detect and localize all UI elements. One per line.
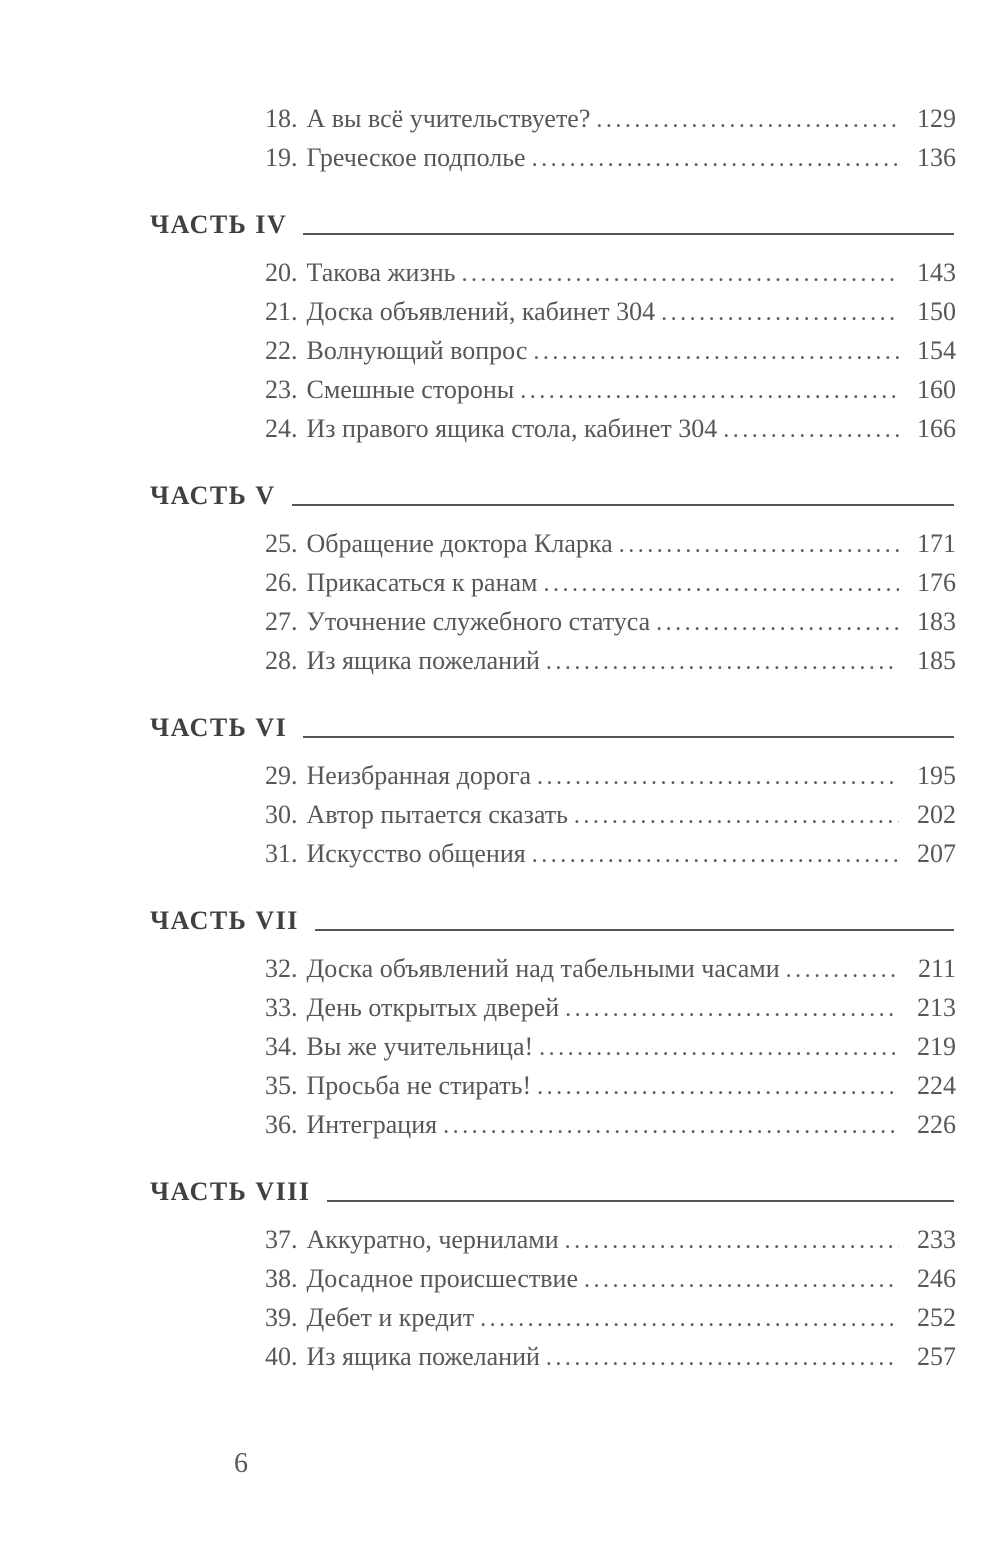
toc-entry [150, 835, 956, 874]
toc-entry [150, 371, 956, 410]
section-header [150, 711, 956, 745]
toc-entry-number: 38. [265, 1264, 298, 1293]
toc-entry-page: 154 [917, 336, 956, 365]
toc-entry-title: Доска объявлений, кабинет 304 [306, 297, 656, 326]
dot-leader [537, 757, 899, 796]
toc-entry [150, 950, 956, 989]
toc-entry [150, 1260, 956, 1299]
toc-entry-page: 185 [917, 646, 956, 675]
toc-entry-page: 257 [917, 1342, 956, 1371]
dot-leader [546, 1338, 899, 1377]
toc-entry [150, 757, 956, 796]
section-rule-line [327, 1200, 954, 1202]
toc-entry [150, 1028, 956, 1067]
toc-entry [150, 642, 956, 681]
toc-entry-title: Интеграция [306, 1110, 438, 1139]
toc-entry-page: 143 [917, 258, 956, 287]
toc-entry [150, 254, 956, 293]
toc-entry-number: 36. [265, 1110, 298, 1139]
toc-entry-number: 37. [265, 1225, 298, 1254]
toc-entry [150, 525, 956, 564]
section-title: ЧАСТЬ VIII [150, 1177, 311, 1206]
toc-entry-title: Досадное происшествие [306, 1264, 578, 1293]
toc-section [150, 711, 956, 874]
toc-entry-page: 176 [917, 568, 956, 597]
toc-entry-number: 28. [265, 646, 298, 675]
toc-entry-page: 202 [917, 800, 956, 829]
toc-entry [150, 332, 956, 371]
toc-entry-title: Уточнение служебного статуса [306, 607, 651, 636]
toc-entry-title: Из ящика пожеланий [306, 646, 540, 675]
toc-entry [150, 1299, 956, 1338]
dot-leader [480, 1299, 899, 1338]
section-rule-line [303, 233, 954, 235]
dot-leader [546, 642, 899, 681]
section-header [150, 208, 956, 242]
section-rule-line [292, 504, 954, 506]
toc-entry-title: День открытых дверей [306, 993, 560, 1022]
toc-entry-page: 150 [917, 297, 956, 326]
toc-entry-page: 195 [917, 761, 956, 790]
toc-entry-page: 171 [917, 529, 956, 558]
toc-entry-title: А вы всё учительствуете? [306, 104, 591, 133]
toc-entry-title: Прикасаться к ранам [306, 568, 538, 597]
toc-entry-number: 35. [265, 1071, 298, 1100]
toc-section [150, 479, 956, 681]
toc-entry-page: 213 [917, 993, 956, 1022]
dot-leader [537, 1067, 899, 1106]
toc-entry [150, 410, 956, 449]
toc-entry-page: 219 [917, 1032, 956, 1061]
toc-entry-number: 21. [265, 297, 298, 326]
toc-entry-title: Автор пытается сказать [306, 800, 568, 829]
toc-entry-page: 166 [917, 414, 956, 443]
toc-entry-title: Из правого ящика стола, кабинет 304 [306, 414, 718, 443]
dot-leader [532, 835, 899, 874]
section-header [150, 904, 956, 938]
toc-entry-page: 246 [917, 1264, 956, 1293]
dot-leader [574, 796, 899, 835]
dot-leader [584, 1260, 899, 1299]
section-header [150, 1175, 956, 1209]
toc-entry-title: Аккуратно, чернилами [306, 1225, 559, 1254]
toc-entry-number: 18. [265, 104, 298, 133]
dot-leader [544, 564, 900, 603]
section-title: ЧАСТЬ VI [150, 713, 288, 742]
toc-entry [150, 1221, 956, 1260]
dot-leader [520, 371, 899, 410]
toc-section [150, 208, 956, 449]
toc-entry-page: 252 [917, 1303, 956, 1332]
toc-entry [150, 989, 956, 1028]
dot-leader [661, 293, 899, 332]
toc-entry [150, 1338, 956, 1377]
dot-leader [619, 525, 899, 564]
dot-leader [565, 989, 899, 1028]
toc-entry-number: 27. [265, 607, 298, 636]
toc-entry-title: Вы же учительница! [306, 1032, 534, 1061]
toc-entry-title: Греческое подполье [306, 143, 526, 172]
dot-leader [723, 410, 899, 449]
toc-entry-number: 24. [265, 414, 298, 443]
toc-entry-number: 30. [265, 800, 298, 829]
toc-entry-title: Волнующий вопрос [306, 336, 528, 365]
toc-entry-number: 26. [265, 568, 298, 597]
page-number: 6 [234, 1448, 248, 1479]
toc-entry-page: 211 [917, 954, 956, 983]
toc-entry-page: 207 [917, 839, 956, 868]
toc-entry-page: 224 [917, 1071, 956, 1100]
toc-entry-number: 23. [265, 375, 298, 404]
toc-entry-page: 233 [917, 1225, 956, 1254]
toc-entry-number: 39. [265, 1303, 298, 1332]
dot-leader [786, 950, 899, 989]
toc-entry-number: 20. [265, 258, 298, 287]
toc-entry-number: 32. [265, 954, 298, 983]
section-rule-line [303, 736, 954, 738]
toc-entry-page: 160 [917, 375, 956, 404]
toc-entry-number: 34. [265, 1032, 298, 1061]
toc-entry [150, 100, 956, 139]
toc-entry-number: 22. [265, 336, 298, 365]
toc-entry [150, 1106, 956, 1145]
toc-entry-number: 29. [265, 761, 298, 790]
toc-entry-number: 19. [265, 143, 298, 172]
section-header [150, 479, 956, 513]
toc-section [150, 904, 956, 1145]
toc-entry [150, 564, 956, 603]
dot-leader [539, 1028, 899, 1067]
section-rule-line [315, 929, 954, 931]
toc-entry-page: 183 [917, 607, 956, 636]
dot-leader [443, 1106, 899, 1145]
dot-leader [656, 603, 899, 642]
toc-entry [150, 1067, 956, 1106]
toc-entry-title: Неизбранная дорога [306, 761, 532, 790]
dot-leader [461, 254, 899, 293]
section-title: ЧАСТЬ IV [150, 210, 288, 239]
dot-leader [533, 332, 899, 371]
toc-entry [150, 796, 956, 835]
toc-entry-title: Искусство общения [306, 839, 526, 868]
toc-entry [150, 139, 956, 178]
dot-leader [565, 1221, 899, 1260]
toc-entry-number: 33. [265, 993, 298, 1022]
section-title: ЧАСТЬ V [150, 481, 276, 510]
toc-entry [150, 293, 956, 332]
toc-entry [150, 603, 956, 642]
toc-entry-number: 31. [265, 839, 298, 868]
section-title: ЧАСТЬ VII [150, 906, 299, 935]
toc-entry-title: Доска объявлений над табельными часами [306, 954, 780, 983]
toc-entry-title: Дебет и кредит [306, 1303, 475, 1332]
toc-entry-title: Просьба не стирать! [306, 1071, 532, 1100]
toc-entry-page: 136 [917, 143, 956, 172]
toc-entry-number: 25. [265, 529, 298, 558]
toc-entry-title: Такова жизнь [306, 258, 456, 287]
toc-section [150, 100, 956, 178]
toc-entry-page: 226 [917, 1110, 956, 1139]
toc-entry-page: 129 [917, 104, 956, 133]
toc-entry-title: Из ящика пожеланий [306, 1342, 540, 1371]
toc-entry-title: Смешные стороны [306, 375, 515, 404]
toc-entry-number: 40. [265, 1342, 298, 1371]
toc-entry-title: Обращение доктора Кларка [306, 529, 613, 558]
dot-leader [532, 139, 899, 178]
toc-section [150, 1175, 956, 1377]
dot-leader [596, 100, 899, 139]
